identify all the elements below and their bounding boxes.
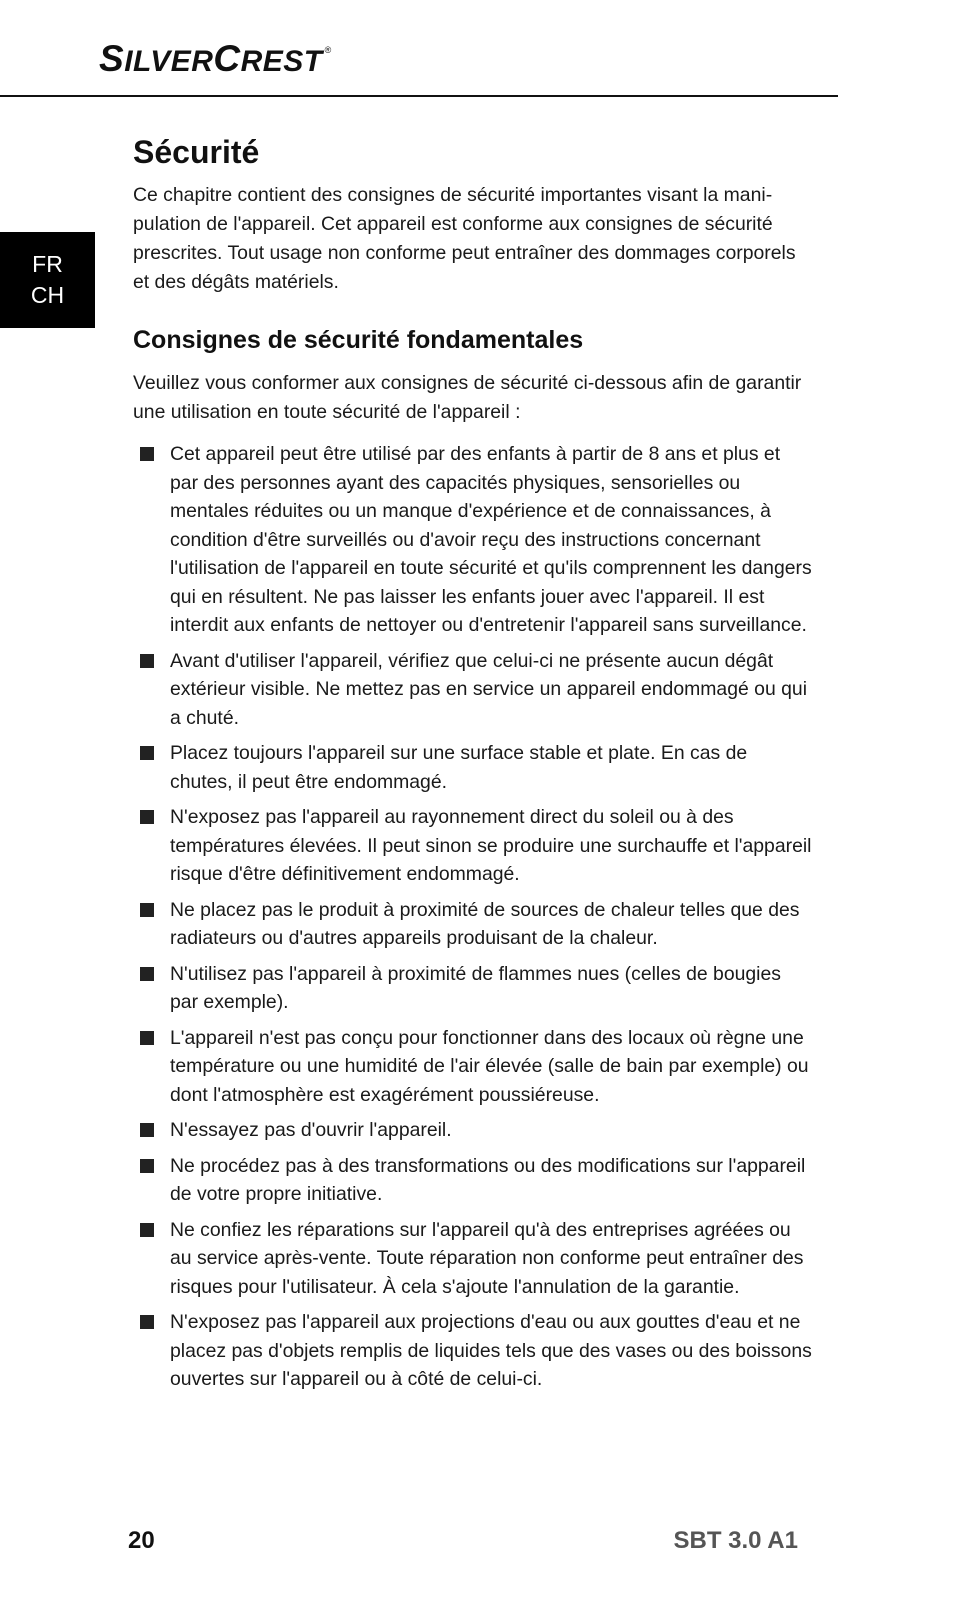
language-tab-line1: FR (32, 251, 63, 277)
square-bullet-icon (140, 1223, 154, 1237)
page-number: 20 (128, 1527, 155, 1554)
lead-paragraph: Veuillez vous conformer aux consignes de sécurité ci-dessous afin de garantir une utilisation en toute sécurité de l'appareil : (133, 372, 802, 423)
square-bullet-icon (140, 1123, 154, 1137)
page-title: Sécurité (133, 134, 260, 170)
square-bullet-icon (140, 903, 154, 917)
intro-paragraph: Ce chapitre contient des consignes de sécurité importantes visant la manipulation de l'appareil. Cet appareil est conforme aux consignes de sécurité prescrites. Tout usage non conforme peut entraîner des dommages corporels et des dégâts matériels. (133, 184, 796, 293)
square-bullet-icon (140, 810, 154, 824)
list-item: Avant d'utiliser l'appareil, vérifiez que celui-ci ne présente aucun dégât extérieur visible. Ne mettez pas en service un appareil endommagé ou qui a chuté. (133, 647, 813, 733)
language-tab-line2: CH (30, 282, 65, 308)
list-item: N'exposez pas l'appareil au rayonnement direct du soleil ou à des températures élevées. Il peut sinon se produire une surchauffe et l'appareil risque d'être définitivement endommagé. (133, 803, 813, 889)
header-rule (0, 95, 838, 97)
square-bullet-icon (140, 1315, 154, 1329)
list-item: N'utilisez pas l'appareil à proximité de flammes nues (celles de bougies par exemple). (133, 960, 813, 1017)
brand-logo: SILVERCREST ® (99, 38, 332, 79)
square-bullet-icon (140, 746, 154, 760)
square-bullet-icon (140, 967, 154, 981)
safety-list (133, 440, 813, 1394)
list-item: Ne placez pas le produit à proximité de sources de chaleur telles que des radiateurs ou d'autres appareils produisant de la chaleur. (133, 896, 813, 953)
list-item: Placez toujours l'appareil sur une surface stable et plate. En cas de chutes, il peut être endommagé. (133, 739, 813, 796)
main-content (133, 130, 813, 1401)
square-bullet-icon (140, 1159, 154, 1173)
list-item: Ne procédez pas à des transformations ou des modifications sur l'appareil de votre propre initiative. (133, 1152, 813, 1209)
section-subtitle: Consignes de sécurité fondamentales (133, 326, 584, 354)
list-item: Ne confiez les réparations sur l'appareil qu'à des entreprises agréées ou au service après-vente. Toute réparation non conforme peut entraîner des risques pour l'utilisateur. À cela s'ajoute l'annulation de la garantie. (133, 1216, 813, 1302)
list-item: L'appareil n'est pas conçu pour fonctionner dans des locaux où règne une température ou une humidité de l'air élevée (salle de bain par exemple) ou dont l'atmosphère est exagérément poussiéreuse. (133, 1024, 813, 1110)
list-item: N'exposez pas l'appareil aux projections d'eau ou aux gouttes d'eau et ne placez pas d'objets remplis de liquides tels que des vases ou des boissons ouvertes sur l'appareil ou à côté de celui-ci. (133, 1308, 813, 1394)
square-bullet-icon (140, 654, 154, 668)
square-bullet-icon (140, 447, 154, 461)
square-bullet-icon (140, 1031, 154, 1045)
list-item: Cet appareil peut être utilisé par des enfants à partir de 8 ans et plus et par des personnes ayant des capacités physiques, sensorielles ou mentales réduites ou un manque d'expérience et de connaissances, à condition d'être surveillés ou d'avoir reçu des instructions concernant l'utilisation de l'appareil en toute sécurité et qu'ils comprennent les dangers qui en résultent. Ne pas laisser les enfants jouer avec l'appareil. Il est interdit aux enfants de nettoyer ou d'entretenir l'appareil sans surveillance. (133, 440, 813, 640)
model-label: SBT 3.0 A1 (673, 1527, 798, 1554)
list-item: N'essayez pas d'ouvrir l'appareil. (133, 1116, 813, 1145)
language-tab (0, 232, 95, 328)
